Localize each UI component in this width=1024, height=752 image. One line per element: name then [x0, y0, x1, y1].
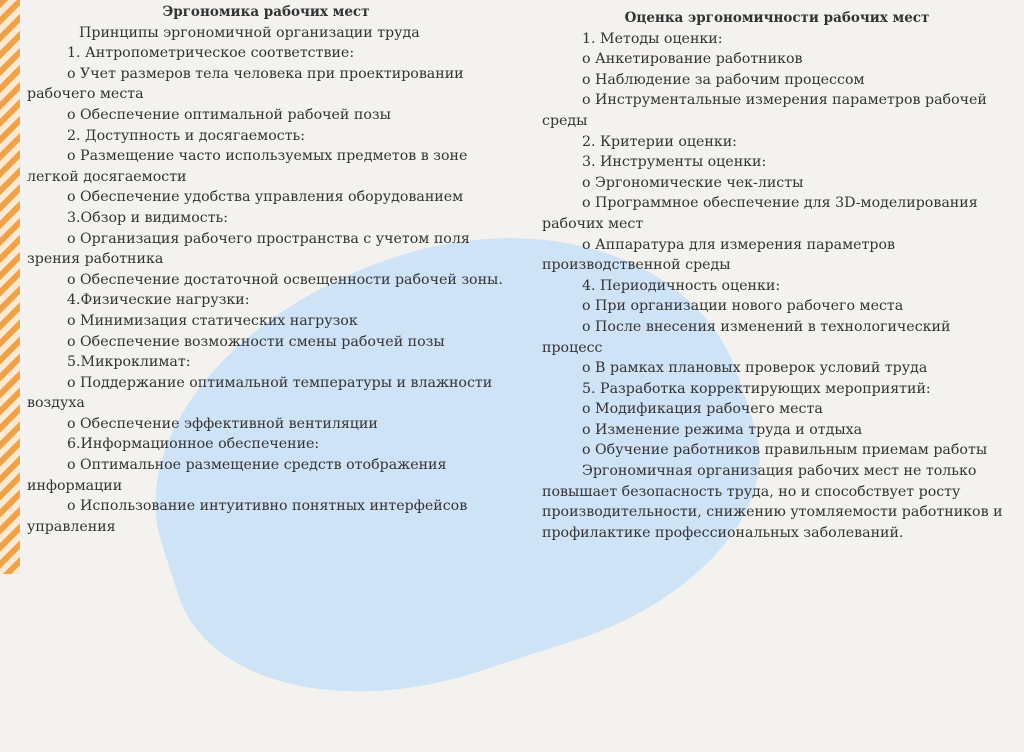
right-line: o Программное обеспечение для 3D-моделирования рабочих мест [542, 195, 978, 232]
left-line: o Размещение часто используемых предметов в зоне легкой досягаемости [27, 148, 468, 185]
left-line: o Минимизация статических нагрузок [67, 312, 358, 329]
right-column [542, 0, 1012, 543]
right-line: 3. Инструменты оценки: [582, 154, 767, 171]
left-line: 4.Физические нагрузки: [67, 292, 250, 309]
right-line: 1. Методы оценки: [582, 30, 723, 47]
right-line: o При организации нового рабочего места [582, 298, 904, 315]
right-line: o Изменение режима труда и отдыха [582, 421, 863, 438]
left-line: 6.Информационное обеспечение: [67, 436, 320, 453]
right-line: o Наблюдение за рабочим процессом [582, 71, 865, 88]
right-title: Оценка эргономичности рабочих мест [624, 10, 930, 26]
right-line: o Аппаратура для измерения параметров производственной среды [542, 236, 895, 274]
left-line: 3.Обзор и видимость: [67, 209, 229, 226]
left-line: 1. Антропометрическое соответствие: [67, 45, 355, 62]
right-line: 4. Периодичность оценки: [582, 277, 781, 294]
left-line: o Обеспечение удобства управления оборудованием [67, 189, 464, 206]
left-line: o Обеспечение эффективной вентиляции [67, 415, 378, 432]
right-line: Эргономичная организация рабочих мест не только повышает безопасность труда, но и способствует росту производительности, снижению утомляемости работников и профилактике профессиональных заболеваний. [542, 463, 1003, 541]
right-line: o Обучение работников правильным приемам работы [582, 442, 988, 459]
right-lines [542, 29, 1012, 544]
right-line: o Инструментальные измерения параметров рабочей среды [542, 92, 987, 129]
right-line: 2. Критерии оценки: [582, 133, 737, 150]
left-line: o Организация рабочего пространства с учетом поля зрения работника [27, 230, 470, 268]
left-line: 2. Доступность и досягаемость: [67, 127, 306, 144]
left-subtitle: Принципы эргономичной организации труда [79, 24, 420, 41]
left-column [27, 0, 505, 537]
left-line: o Учет размеров тела человека при проектировании рабочего места [27, 65, 464, 103]
right-line: 5. Разработка корректирующих мероприятий: [582, 380, 931, 397]
right-line: o В рамках плановых проверок условий труда [582, 360, 928, 377]
left-line: o Поддержание оптимальной температуры и влажности воздуха [27, 374, 493, 412]
right-line: o После внесения изменений в технологический процесс [542, 318, 951, 356]
left-line: o Использование интуитивно понятных интерфейсов управления [27, 498, 468, 535]
right-line: o Эргономические чек-листы [582, 174, 804, 191]
left-lines [27, 43, 505, 537]
decorative-stripe-bar [0, 0, 20, 574]
left-line: o Оптимальное размещение средств отображения информации [27, 457, 447, 494]
left-line: o Обеспечение оптимальной рабочей позы [67, 106, 391, 123]
right-line: o Анкетирование работников [582, 51, 803, 68]
left-line: 5.Микроклимат: [67, 354, 191, 371]
right-line: o Модификация рабочего места [582, 401, 823, 418]
left-line: o Обеспечение достаточной освещенности рабочей зоны. [67, 271, 503, 288]
left-line: o Обеспечение возможности смены рабочей позы [67, 333, 445, 350]
left-title: Эргономика рабочих мест [162, 4, 370, 20]
